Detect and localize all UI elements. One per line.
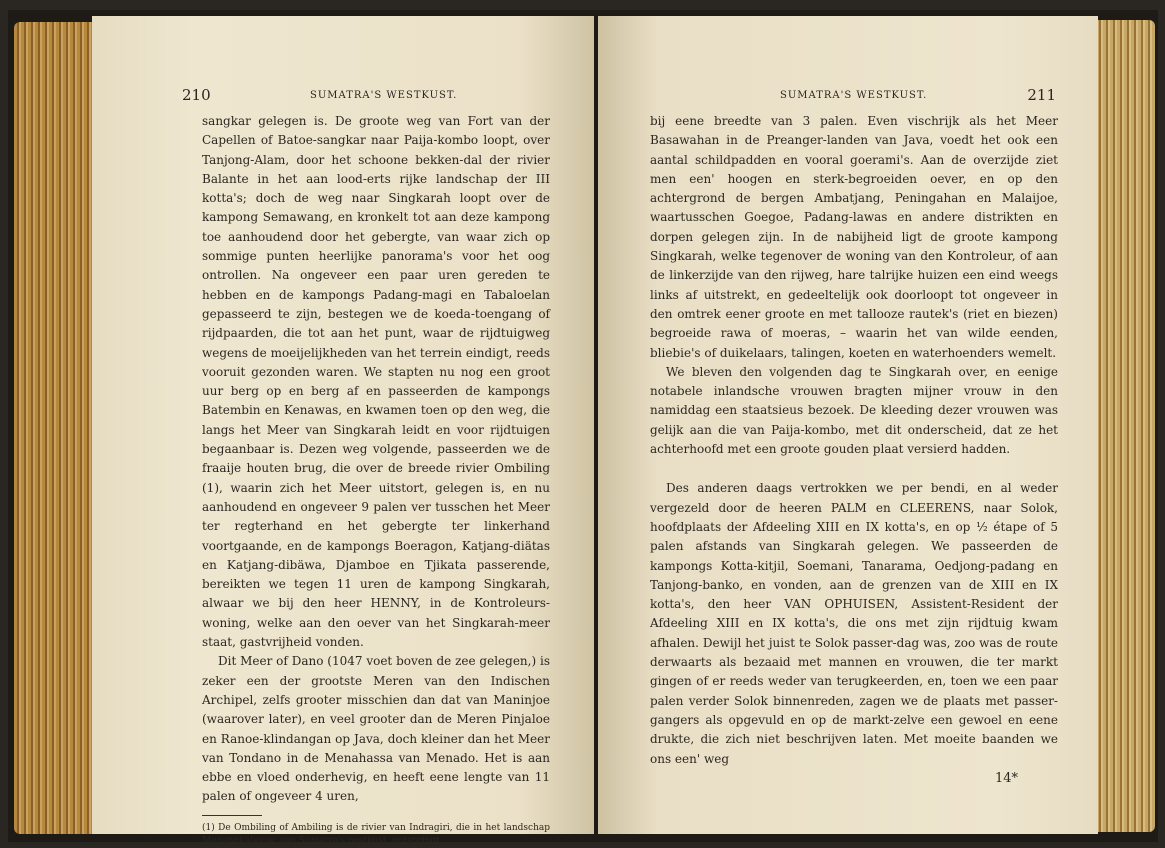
right-page-body: [650, 112, 1058, 786]
page-number: 210: [182, 86, 211, 104]
left-page: [92, 16, 594, 846]
right-page-header: [650, 86, 1058, 112]
paragraph: sangkar gelegen is. De groote weg van Fort van der Capellen of Batoe-sangkar naar Paija-kombo loopt, over Tanjong-Alam, door het schoone bekken-dal der rivier Balante in het aan lood-erts rijke landschap der III kotta's; doch de weg naar Singkarah loopt over de kampong Semawang, en kronkelt tot aan deze kampong toe aanhoudend door het gebergte, van waar zich op sommige punten heerlijke panorama's voor het oog ontrollen. Na ongeveer een paar uren gereden te hebben en de kampongs Padang-magi en Tabaloelan gepasseerd te zijn, bestegen we de koeda-toengang of rijdpaarden, die tot aan het punt, waar de rijdtuigweg wegens de moeijelijkheden van het terrein eindigt, reeds vooruit gezonden waren. We stapten nu nog een groot uur berg op en berg af en passeerden de kampongs Batembin en Kenawas, en kwamen toen op den weg, die langs het Meer van Singkarah leidt en voor rijdtuigen begaanbaar is. Dezen weg volgende, passeerden we de fraaije houten brug, die over de breede rivier Ombiling (1), waarin zich het Meer uitstort, gelegen is, en nu aanhoudend en ongeveer 9 palen ver tusschen het Meer ter regterhand en het gebergte ter linkerhand voortgaande, en de kampongs Boeragon, Katjang-diätas en Katjang-dibäwa, Djamboe en Tjikata passerende, bereikten we tegen 11 uren de kampong Singkarah, alwaar we bij den heer HENNY, in de Kontroleurs-woning, welke aan den oever van het Singkarah-meer staat, gastvrijheid vonden.: [202, 114, 550, 650]
footnote-rule: [202, 815, 262, 816]
signature-mark: 14*: [994, 770, 1018, 786]
paragraph: bij eene breedte van 3 palen. Even vischrijk als het Meer Basawahan in de Preanger-landen van Java, voedt het ook een aantal schildpadden en vooral goerami's. Aan de overzijde ziet men een' hoogen en sterk-begroeiden oever, en op den achtergrond de bergen Ambatjang, Peningahan en Malaijoe, waartusschen Goegoe, Padang-lawas en andere distrikten en dorpen gelegen zijn. In de nabijheid ligt de groote kampong Singkarah, welke tegenover de woning van den Kontroleur, of aan de linkerzijde van den rijweg, hare talrijke huizen een eind weegs links af uitstrekt, en gedeeltelijk ook doorloopt tot ongeveer in den omtrek eener groote en met tallooze rautek's (riet en biezen) begroeide rawa of moeras, – waarin het van wilde eenden, bliebie's of duikelaars, talingen, koeten en waterhoenders wemelt.: [650, 114, 1058, 360]
running-title: SUMATRA'S WESTKUST.: [310, 90, 458, 101]
footnote: (1) De Ombiling of Ambiling is de rivier van Indragiri, die in het landschap Menangkabouw, aan Sumatra's oostkust, ontspringt.: [202, 822, 550, 846]
page-number: 211: [1027, 86, 1056, 104]
paragraph: We bleven den volgenden dag te Singkarah over, en eenige notabele inlandsche vrouwen bragten mijner vrouw in den namiddag een staatsieus bezoek. De kleeding dezer vrouwen was gelijk aan die van Paija-kombo, met dit onderscheid, dat ze het achterhoofd met een groote gouden plaat versierd hadden.: [650, 364, 1058, 457]
left-page-body: [202, 112, 550, 848]
left-page-header: [182, 86, 550, 112]
paragraph: Des anderen daags vertrokken we per bendi, en al weder vergezeld door de heeren PALM en CLEERENS, naar Solok, hoofdplaats der Afdeeling XIII en IX kotta's, en op ½ étape of 5 palen afstands van Singkarah gelegen. We passeerden de kampongs Kotta-kitjil, Soemani, Tanarama, Oedjong-padang en Tanjong-banko, en vonden, aan de grenzen van de XIII en IX kotta's, den heer VAN OPHUISEN, Assistent-Resident der Afdeeling XIII en IX kotta's, die ons met zijn rijdtuig kwam afhalen. Dewijl het juist te Solok passer-dag was, zoo was de route derwaarts als bezaaid met mannen en vrouwen, die ter markt gingen of er reeds weder van terugkeerden, en, toen we een paar palen verder Solok binnenreden, zagen we de plaats met passer-gangers als opgevuld en op de markt-zelve een gewoel en eene drukte, die zich niet beschrijven laten. Met moeite baanden we ons een' weg: [650, 481, 1058, 766]
right-page: [598, 16, 1098, 834]
running-title: SUMATRA'S WESTKUST.: [780, 90, 928, 101]
paragraph: Dit Meer of Dano (1047 voet boven de zee gelegen,) is zeker een der grootste Meren van den Indischen Archipel, zelfs grooter misschien dan dat van Maninjoe (waarover later), en veel grooter dan de Meren Pinjaloe en Ranoe-klindangan op Java, doch kleiner dan het Meer van Tondano in de Menahassa van Menado. Het is aan ebbe en vloed onderhevig, en heeft eene lengte van 11 palen of ongeveer 4 uren,: [202, 654, 550, 804]
page-edges-right: [1089, 20, 1155, 832]
page-edges-left: [14, 22, 94, 834]
